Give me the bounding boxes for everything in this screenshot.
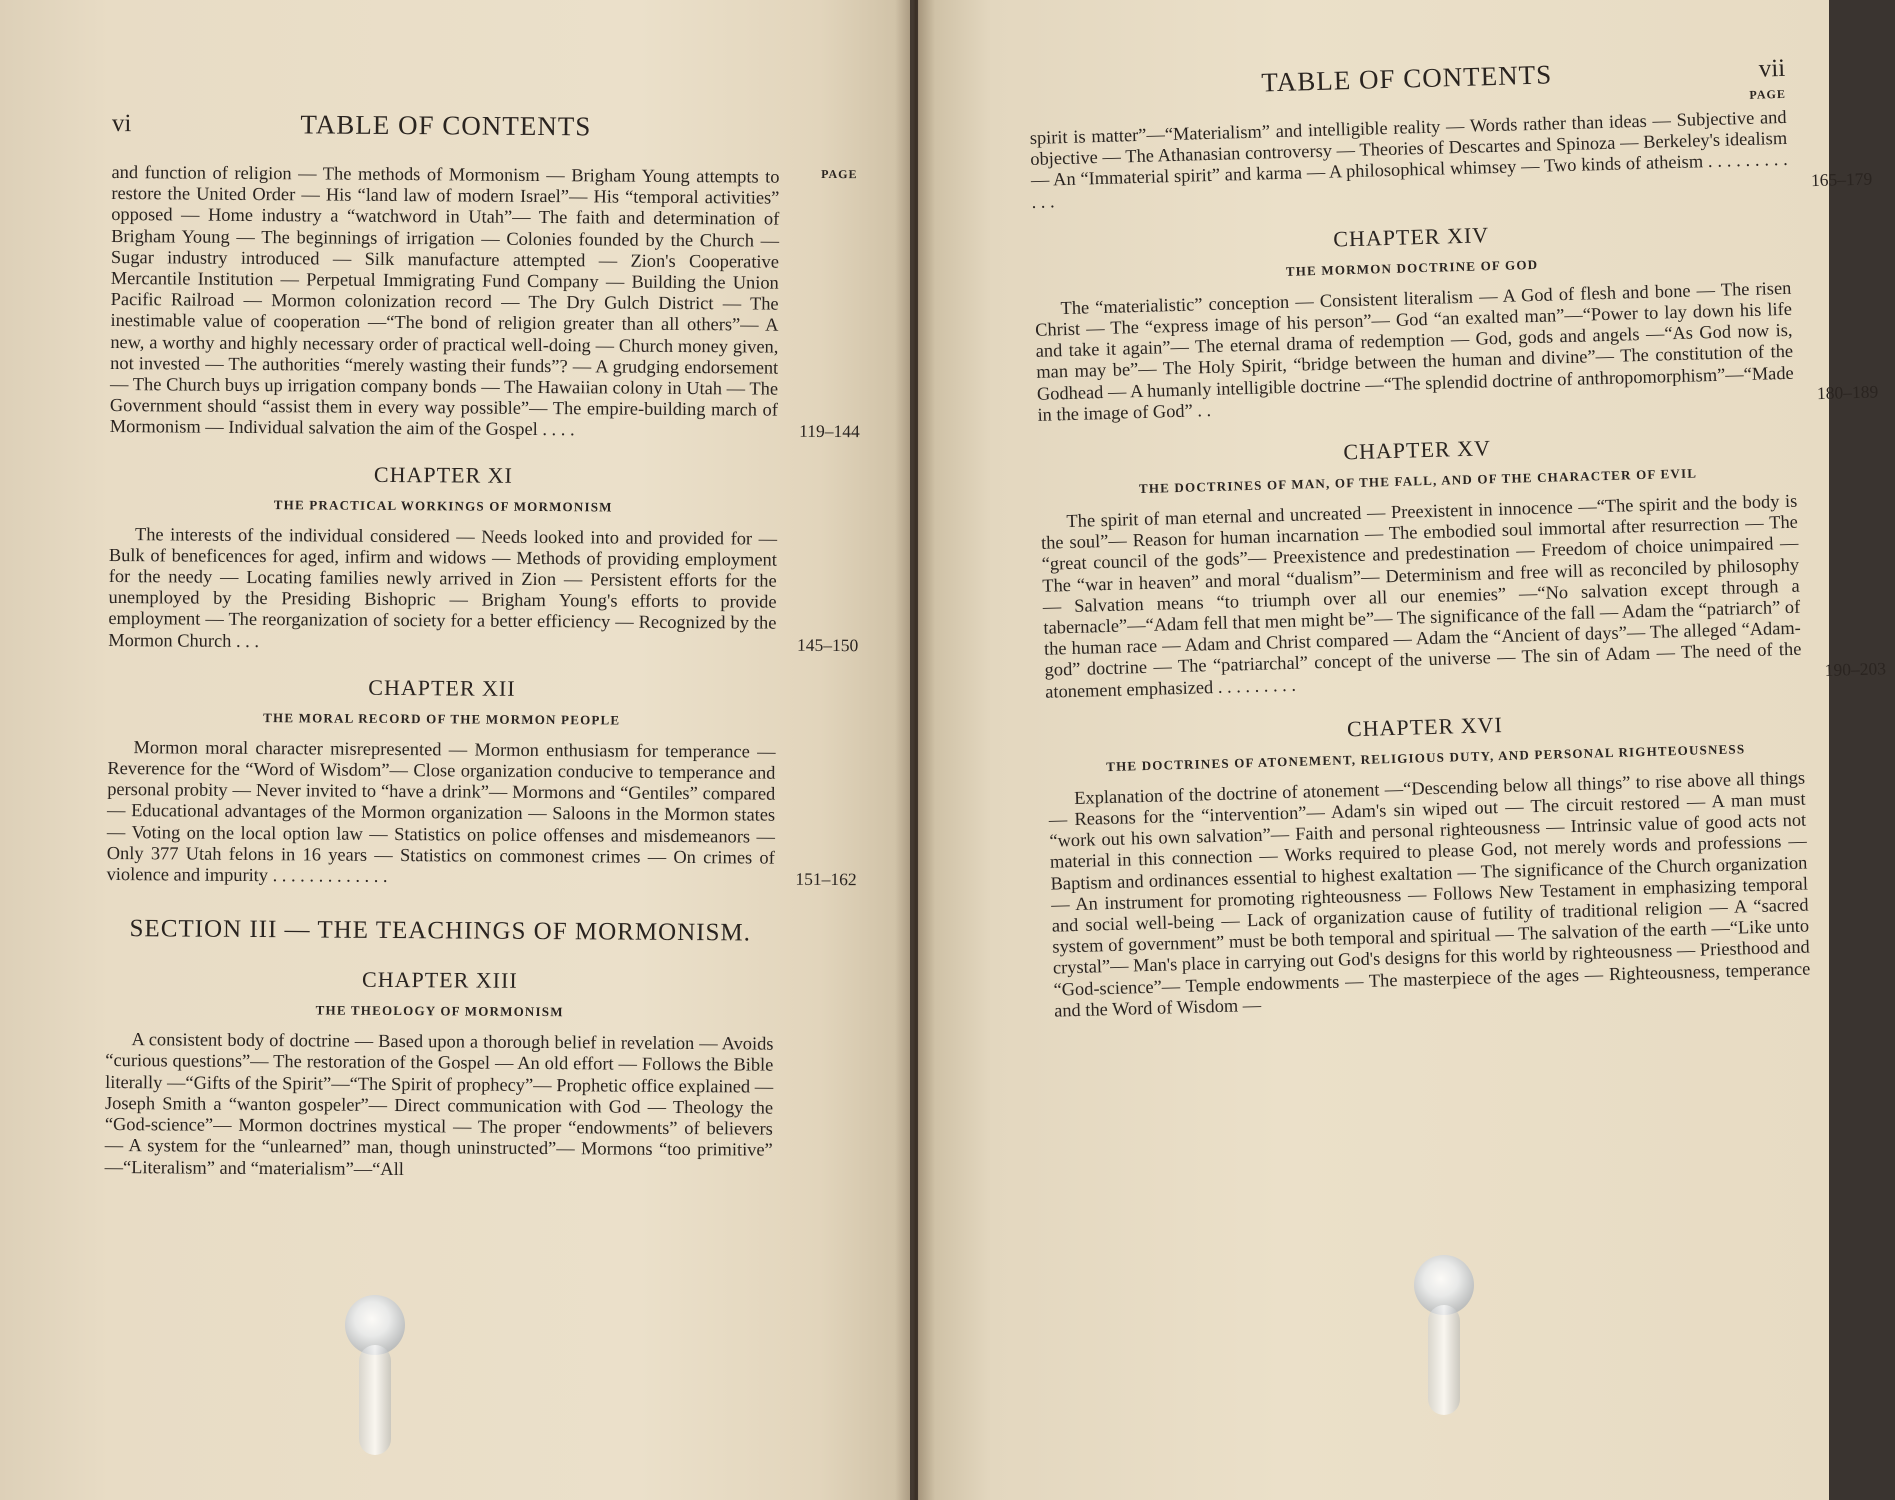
entry-pages: 180–189	[1816, 381, 1879, 403]
entry-text: Mormon moral character misrepresented — Mormon enthusiasm for temperance — Reverence for the “Word of Wisdom”— Close organization conducive to temperance and personal probity — Never invited to “have a drink”— Mormons and “Gentiles” compared — Educational advantages of the Mormon organization — Saloons in the Mormon states — Voting on the local option law — Statistics on police offenses and misdemeanors — Only 377 Utah felons in 16 years — Statistics on commonest crimes — On crimes of violence and impurity . . . . . . . . . . . . .	[106, 737, 776, 887]
page-holder-clip	[345, 1295, 405, 1455]
running-head-title: TABLE OF CONTENTS	[300, 109, 592, 142]
chapter-title: CHAPTER XVI	[1346, 711, 1504, 742]
holder-stem	[1428, 1305, 1460, 1415]
entry-pages: 190–203	[1824, 657, 1887, 680]
chapter-title: CHAPTER XI	[373, 461, 514, 488]
chapter-subtitle: THE DOCTRINES OF ATONEMENT, RELIGIOUS DUTY, AND PERSONAL RIGHTEOUSNESS	[1106, 741, 1746, 774]
running-head	[1028, 53, 1786, 114]
chapter-subtitle: THE MORMON DOCTRINE OF GOD	[1285, 256, 1539, 279]
page-column-label: PAGE	[1749, 86, 1787, 102]
running-head-title: TABLE OF CONTENTS	[1260, 59, 1553, 98]
chapter-title: CHAPTER XIV	[1332, 222, 1490, 252]
toc-entry	[105, 1029, 774, 1182]
toc-entry	[1034, 277, 1879, 426]
entry-text: The interests of the individual considered — Needs looked into and provided for — Bulk of beneficences for aged, infirm and widows — Methods of providing employment for the needy — Locating families newly arrived in Zion — Persistent efforts for the unemployed by the Presiding Bishopric — Brigham Young's efforts to provide employment — The reorganization of society for a better efficiency — Recognized by the Mormon Church . . .	[108, 523, 778, 651]
entry-text: The “materialistic” conception — Consistent literalism — A God of flesh and bone — The risen Christ — The “express image of his person”— God “an exalted man”—“Power to lay down his life and take it again”— The eternal drama of redemption — God, gods and angels —“As God now is, man may be”— The Holy Spirit, “bridge between the human and divine”— The constitution of the Godhead — A humanly intelligible doctrine —“The splendid doctrine of anthropomorphism”—“Made in the image of God” . .	[1034, 277, 1794, 425]
chapter-title: CHAPTER XII	[368, 674, 516, 701]
entry-text: and function of religion — The methods of Mormonism — Brigham Young attempts to restore the United Order — His “land law of modern Israel”— His “temporal activities” opposed — Home industry a “watchword in Utah”— The faith and determination of Brigham Young — The beginnings of irrigation — Colonies founded by the Church — Sugar industry introduced — Silk manufacture attempted — Zion's Cooperative Mercantile Institution — Perpetual Immigrating Fund Company — Building the Union Pacific Railroad — Mormon colonization record — The Dry Gulch District — The inestimable value of cooperation —“The bond of religion greater than all others”— A new, a worthy and highly necessary order of practical well-doing — Church money given, not invested — The authorities “merely wasting their funds”? — A grudging endorsement — The Church buys up irrigation company bonds — The Hawaiian colony in Utah — The Government should “assist them in every way possible”— The empire-building march of Mormonism — Individual salvation the aim of the Gospel . . . .	[109, 161, 780, 440]
entry-pages: 119–144	[799, 421, 860, 442]
left-page	[0, 0, 910, 1500]
page-holder-clip	[1414, 1255, 1474, 1415]
chapter-subtitle: THE DOCTRINES OF MAN, OF THE FALL, AND OF THE CHARACTER OF EVIL	[1138, 465, 1698, 497]
toc-entry	[1040, 490, 1887, 703]
entry-pages: 165–179	[1810, 168, 1873, 190]
entry-text: spirit is matter”—“Materialism” and intelligible reality — Words rather than ideas — Subjective and objective — The Athanasian controversy — Theories of Descartes and Spinoza — Berkeley's idealism — An “Immaterial spirit” and karma — A philosophical whimsey — Two kinds of atheism . . . . . . . . . . . .	[1029, 106, 1788, 212]
chapter-title: CHAPTER XIII	[362, 967, 518, 994]
chapter-title: CHAPTER XV	[1343, 435, 1492, 465]
right-page-content	[1028, 53, 1887, 1022]
toc-entry	[1029, 106, 1873, 213]
toc-entry	[1048, 767, 1811, 1021]
page-number: vi	[111, 109, 132, 138]
left-page-content	[104, 108, 860, 1182]
chapter-subtitle: THE THEOLOGY OF MORMONISM	[315, 1002, 564, 1020]
entry-text: The spirit of man eternal and uncreated — Preexistent in innocence —“The spirit and the body is the soul”— Reason for human incarnation — The embodied soul immortal after resurrection — The “great council of the gods”— Preexistence and predestination — Freedom of choice unimpaired — The “war in heaven” and moral “dualism”— Determinism and free will as reconciled by philosophy — Salvation means “to triumph over all our enemies” —“No salvation except through a tabernacle”—“Adam fell that men might be”— The significance of the fall — Adam the “patriarch” of the human race — Adam and Christ compared — Adam the “Ancient of days”— The alleged “Adam-god” doctrine — The “patriarchal” concept of the universe — The sin of Adam — The need of the atonement emphasized . . . . . . . . .	[1040, 490, 1802, 702]
chapter-subtitle: THE MORAL RECORD OF THE MORMON PEOPLE	[263, 709, 621, 728]
holder-stem	[359, 1345, 391, 1455]
entry-pages: 151–162	[795, 868, 857, 890]
holder-knob	[345, 1295, 405, 1355]
holder-knob	[1414, 1255, 1474, 1315]
page-column-label: PAGE	[821, 166, 858, 182]
toc-entry	[108, 523, 859, 656]
chapter-subtitle: THE PRACTICAL WORKINGS OF MORMONISM	[273, 496, 613, 515]
running-head	[111, 108, 858, 182]
entry-pages: 145–150	[796, 634, 859, 655]
right-page	[918, 0, 1887, 1500]
section-title: SECTION III — THE TEACHINGS OF MORMONISM.	[129, 915, 752, 947]
page-number: vii	[1758, 54, 1786, 83]
toc-entry	[106, 737, 857, 890]
entry-text: A consistent body of doctrine — Based upon a thorough belief in revelation — Avoids “curious questions”— The restoration of the Gospel — An old effort — Follows the Bible literally —“Gifts of the Spirit”—“The Spirit of prophecy”— Prophetic office explained — Joseph Smith a “wanton gospeler”— Direct communication with God — Theology the “God-science”— Mormon doctrines mystical — The proper “endowments” of believers — A system for the “unlearned” man, though uninstructed”— Mormons “too primitive” —“Literalism” and “materialism”—“All	[104, 1029, 774, 1179]
entry-text: Explanation of the doctrine of atonement —“Descending below all things” to rise above all things — Reasons for the “intervention”— Adam's sin wiped out — The circuit restored — A man must “work out his own salvation”— Faith and personal righteousness — Intrinsic value of good acts not material in this connection — Works required to please God, not merely words and professions — Baptism and ordinances essential to highest exaltation — The significance of the Church organization — An instrument for promoting righteousness — Follows New Testament in emphasizing temporal and social well-being — Lack of organization cause of futility of traditional religion — A “sacred system of government” must be both temporal and spiritual — The salvation of the earth —“Like unto crystal”— Man's place in carrying out God's designs for this world by righteousness — Priesthood and “God-science”— Temple endowments — The masterpiece of the ages — Righteousness, temperance and the Word of Wisdom —	[1048, 767, 1811, 1021]
